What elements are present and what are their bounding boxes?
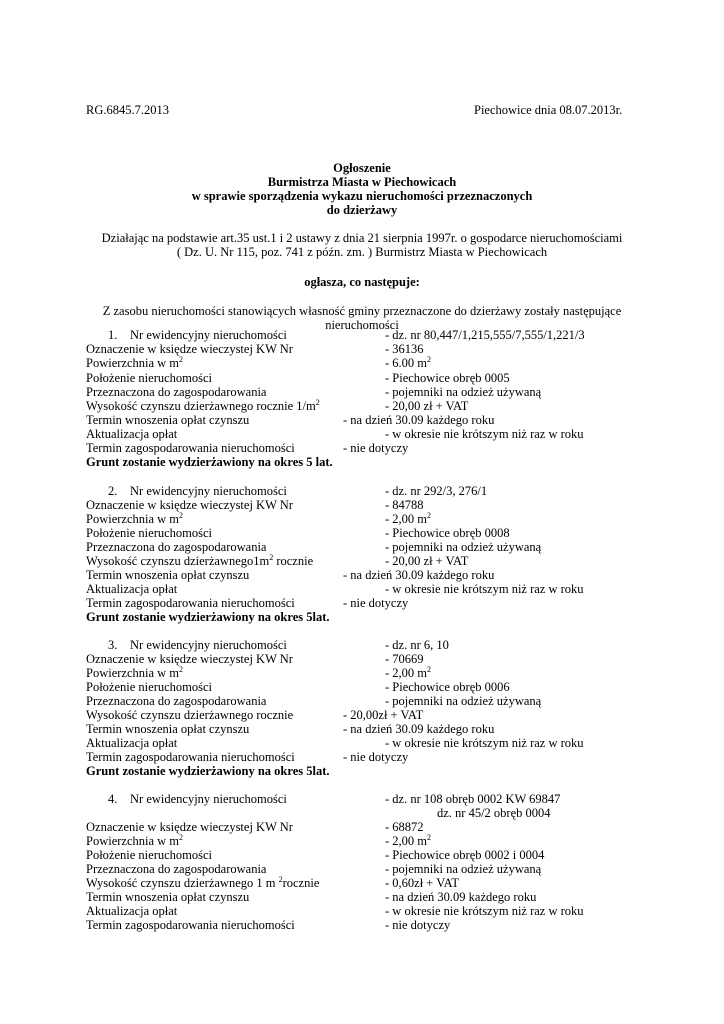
legal-basis-line2: ( Dz. U. Nr 115, poz. 741 z późn. zm. ) Burmistrz Miasta w Piechowicach bbox=[176, 245, 548, 259]
location-label: Położenie nieruchomości bbox=[86, 371, 213, 385]
location-value: - Piechowice obręb 0006 bbox=[385, 680, 510, 694]
development-value: - nie dotyczy bbox=[343, 441, 409, 455]
rent-value: - 20,00zł + VAT bbox=[343, 708, 424, 722]
parcel-value: - dz. nr 108 obręb 0002 KW 69847 bbox=[385, 792, 561, 806]
development-value: - nie dotyczy bbox=[343, 750, 409, 764]
title-announcement: Ogłoszenie bbox=[333, 161, 391, 175]
development-label: Termin zagospodarowania nieruchomości bbox=[86, 750, 295, 764]
location-label: Położenie nieruchomości bbox=[86, 680, 213, 694]
kw-label: Oznaczenie w księdze wieczystej KW Nr bbox=[86, 342, 293, 356]
kw-value: - 68872 bbox=[385, 820, 424, 834]
update-label: Aktualizacja opłat bbox=[86, 736, 178, 750]
location-value: - Piechowice obręb 0005 bbox=[385, 371, 510, 385]
parcel-value: - dz. nr 6, 10 bbox=[385, 638, 449, 652]
purpose-value: - pojemniki na odzież używaną bbox=[385, 694, 542, 708]
parcel-value-continued: dz. nr 45/2 obręb 0004 bbox=[437, 806, 551, 820]
update-label: Aktualizacja opłat bbox=[86, 582, 178, 596]
title-subject: w sprawie sporządzenia wykazu nieruchomości przeznaczonych bbox=[191, 189, 533, 203]
item-number: 3. bbox=[108, 638, 118, 652]
location-value: - Piechowice obręb 0008 bbox=[385, 526, 510, 540]
location-value: - Piechowice obręb 0002 i 0004 bbox=[385, 848, 545, 862]
kw-value: - 36136 bbox=[385, 342, 424, 356]
item-number: 2. bbox=[108, 484, 118, 498]
title-subject-end: do dzierżawy bbox=[326, 203, 398, 217]
payment-label: Termin wnoszenia opłat czynszu bbox=[86, 568, 250, 582]
area-label: Powierzchnia w $m^2$ bbox=[86, 665, 184, 680]
purpose-value: - pojemniki na odzież używaną bbox=[385, 540, 542, 554]
parcel-label: Nr ewidencyjny nieruchomości bbox=[130, 792, 287, 806]
lease-note: Grunt zostanie wydzierżawiony na okres 5 lat. bbox=[86, 455, 333, 469]
kw-label: Oznaczenie w księdze wieczystej KW Nr bbox=[86, 498, 293, 512]
purpose-value: - pojemniki na odzież używaną bbox=[385, 385, 542, 399]
parcel-label: Nr ewidencyjny nieruchomości bbox=[130, 484, 287, 498]
area-label: Powierzchnia w $m^2$ bbox=[86, 833, 184, 848]
purpose-label: Przeznaczona do zagospodarowania bbox=[86, 385, 267, 399]
item-number: 1. bbox=[108, 328, 118, 342]
preface-line1: Z zasobu nieruchomości stanowiących własność gminy przeznaczone do dzierżawy zostały następujące bbox=[102, 304, 622, 318]
item-number: 4. bbox=[108, 792, 118, 806]
purpose-label: Przeznaczona do zagospodarowania bbox=[86, 540, 267, 554]
parcel-value: - dz. nr 292/3, 276/1 bbox=[385, 484, 488, 498]
update-label: Aktualizacja opłat bbox=[86, 904, 178, 918]
rent-value: - 20,00 zł + VAT bbox=[385, 399, 469, 413]
purpose-label: Przeznaczona do zagospodarowania bbox=[86, 862, 267, 876]
rent-value: - 0,60zł + VAT bbox=[385, 876, 459, 890]
development-label: Termin zagospodarowania nieruchomości bbox=[86, 596, 295, 610]
location-label: Położenie nieruchomości bbox=[86, 848, 213, 862]
kw-value: - 70669 bbox=[385, 652, 424, 666]
area-label: Powierzchnia w $m^2$ bbox=[86, 511, 184, 526]
payment-label: Termin wnoszenia opłat czynszu bbox=[86, 890, 250, 904]
place-date: Piechowice dnia 08.07.2013r. bbox=[474, 103, 623, 117]
update-value: - w okresie nie krótszym niż raz w roku bbox=[385, 582, 584, 596]
preface-line2: nieruchomości bbox=[325, 318, 399, 332]
parcel-label: Nr ewidencyjny nieruchomości bbox=[130, 638, 287, 652]
announces-heading: ogłasza, co następuje: bbox=[304, 275, 420, 289]
payment-label: Termin wnoszenia opłat czynszu bbox=[86, 413, 250, 427]
area-value: - 2,00 $m^2$ bbox=[385, 511, 432, 526]
area-label: Powierzchnia w $m^2$ bbox=[86, 355, 184, 370]
legal-basis-line1: Działając na podstawie art.35 ust.1 i 2 ustawy z dnia 21 sierpnia 1997r. o gospodarce nieruchomościami bbox=[101, 231, 623, 245]
area-value: - 2,00 $m^2$ bbox=[385, 665, 432, 680]
rent-label: Wysokość czynszu dzierżawnego rocznie bbox=[86, 708, 294, 722]
rent-label: Wysokość czynszu $dzierżawnego1m^2$ rocznie bbox=[86, 553, 314, 568]
update-value: - w okresie nie krótszym niż raz w roku bbox=[385, 736, 584, 750]
lease-note: Grunt zostanie wydzierżawiony na okres 5lat. bbox=[86, 610, 330, 624]
update-label: Aktualizacja opłat bbox=[86, 427, 178, 441]
location-label: Położenie nieruchomości bbox=[86, 526, 213, 540]
payment-value: - na dzień 30.09 każdego roku bbox=[343, 568, 495, 582]
payment-value: - na dzień 30.09 każdego roku bbox=[343, 722, 495, 736]
rent-value: - 20,00 zł + VAT bbox=[385, 554, 469, 568]
area-value: - 2,00 $m^2$ bbox=[385, 833, 432, 848]
update-value: - w okresie nie krótszym niż raz w roku bbox=[385, 427, 584, 441]
document-reference: RG.6845.7.2013 bbox=[86, 103, 169, 117]
payment-value: - na dzień 30.09 każdego roku bbox=[343, 413, 495, 427]
area-value: - 6.00 $m^2$ bbox=[385, 355, 432, 370]
kw-label: Oznaczenie w księdze wieczystej KW Nr bbox=[86, 820, 293, 834]
update-value: - w okresie nie krótszym niż raz w roku bbox=[385, 904, 584, 918]
development-value: - nie dotyczy bbox=[343, 596, 409, 610]
kw-label: Oznaczenie w księdze wieczystej KW Nr bbox=[86, 652, 293, 666]
parcel-label: Nr ewidencyjny nieruchomości bbox=[130, 328, 287, 342]
purpose-label: Przeznaczona do zagospodarowania bbox=[86, 694, 267, 708]
lease-note: Grunt zostanie wydzierżawiony na okres 5lat. bbox=[86, 764, 330, 778]
payment-label: Termin wnoszenia opłat czynszu bbox=[86, 722, 250, 736]
rent-label: Wysokość czynszu dzierżawnego rocznie $1/m^2$ bbox=[86, 398, 320, 413]
rent-label: Wysokość czynszu dzierżawnego 1 m $^2$rocznie bbox=[86, 875, 320, 890]
payment-value: - na dzień 30.09 każdego roku bbox=[385, 890, 537, 904]
development-label: Termin zagospodarowania nieruchomości bbox=[86, 918, 295, 932]
parcel-value: - dz. nr 80,447/1,215,555/7,555/1,221/3 bbox=[385, 328, 585, 342]
title-authority: Burmistrza Miasta w Piechowicach bbox=[267, 175, 457, 189]
purpose-value: - pojemniki na odzież używaną bbox=[385, 862, 542, 876]
development-value: - nie dotyczy bbox=[385, 918, 451, 932]
kw-value: - 84788 bbox=[385, 498, 424, 512]
development-label: Termin zagospodarowania nieruchomości bbox=[86, 441, 295, 455]
